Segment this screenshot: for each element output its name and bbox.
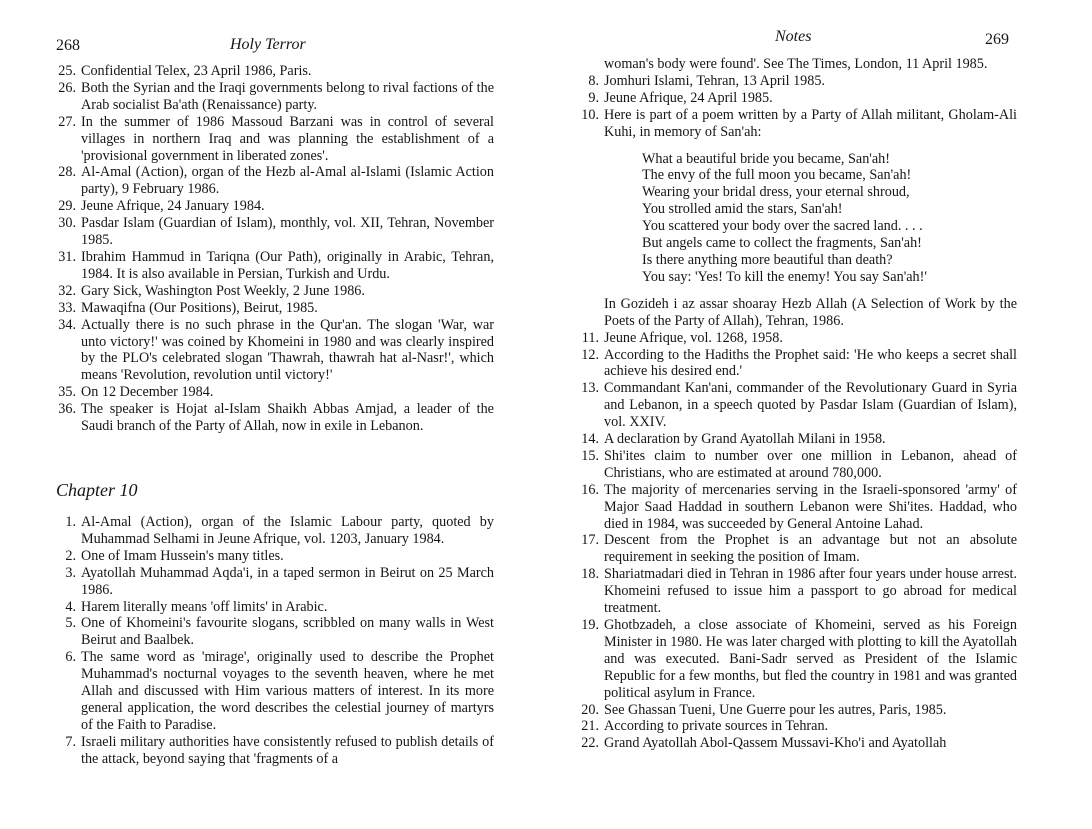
note-number: 5. (65, 615, 76, 632)
note-item (54, 565, 494, 599)
note-text: A declaration by Grand Ayatollah Milani in 1958. (604, 431, 886, 448)
note-text: Ibrahim Hammud in Tariqna (Our Path), originally in Arabic, Tehran, 1984. It is also available in Persian, Turkish and Urdu. (81, 248, 494, 282)
note-text: Here is part of a poem written by a Party of Allah militant, Gholam-Ali Kuhi, in memory of San'ah: (604, 106, 1017, 140)
note-item (54, 401, 494, 435)
note-item (54, 283, 494, 300)
note-number: 27. (58, 113, 76, 130)
note-number: 6. (65, 649, 76, 666)
notes-list-chapter (54, 514, 494, 768)
note-text: Ghotbzadeh, a close associate of Khomeini, served as his Foreign Minister in 1980. He was later charged with plotting to kill the Ayatollah and was executed. Bani-Sadr served as President of the Islamic Republic for a few months, but fled the country in 1981 and was granted political asylum in France. (604, 617, 1017, 701)
note-item (54, 249, 494, 283)
poem-line: The envy of the full moon you became, San'ah! (642, 167, 912, 184)
note-text: Shariatmadari died in Tehran in 1986 after four years under house arrest. Khomeini refused to issue him a passport to go abroad for medical treatment. (604, 566, 1017, 617)
note-text: Jeune Afrique, 24 April 1985. (604, 89, 773, 106)
note-item (54, 164, 494, 198)
poem-block (642, 151, 1017, 286)
note-item (577, 448, 1017, 482)
notes-list-right (577, 56, 1017, 752)
note-number: 18. (581, 566, 599, 583)
note-text: According to private sources in Tehran. (604, 718, 829, 735)
chapter-title: Chapter 10 (56, 480, 138, 500)
note-number: 1. (65, 514, 76, 530)
note-text: One of Imam Hussein's many titles. (81, 547, 284, 564)
note-text: Jeune Afrique, 24 January 1984. (81, 198, 265, 215)
note-text: Gary Sick, Washington Post Weekly, 2 June 1986. (81, 282, 365, 299)
note-item (54, 198, 494, 215)
page-number: 268 (56, 37, 80, 54)
note-number: 32. (58, 282, 76, 299)
note-number: 16. (581, 481, 599, 498)
note-number: 17. (581, 532, 599, 549)
note-item (577, 380, 1017, 431)
note-text: Al-Amal (Action), organ of the Hezb al-Amal al-Islami (Islamic Action party), 9 February 1986. (81, 164, 494, 198)
poem-line: You scattered your body over the sacred land. . . . (642, 218, 923, 235)
note-item (577, 617, 1017, 702)
note-item (54, 317, 494, 385)
note-number: 8. (588, 72, 599, 89)
note-text: Confidential Telex, 23 April 1986, Paris. (81, 63, 312, 79)
note-text: Al-Amal (Action), organ of the Islamic Labour party, quoted by Muhammad Selhami in Jeune Afrique, vol. 1203, January 1984. (81, 514, 494, 547)
note-text: Commandant Kan'ani, commander of the Revolutionary Guard in Syria and Lebanon, in a speech quoted by Pasdar Islam (Guardian of Islam), vol. XXIV. (604, 380, 1017, 431)
poem-line: You strolled amid the stars, San'ah! (642, 201, 843, 218)
note-number: 33. (58, 299, 76, 316)
note-text: Harem literally means 'off limits' in Arabic. (81, 598, 328, 615)
note-number: 25. (58, 63, 76, 79)
note-item (577, 73, 1017, 90)
note-item (577, 532, 1017, 566)
note-item (577, 566, 1017, 617)
note-number: 34. (58, 316, 76, 333)
note-item (54, 548, 494, 565)
note-item (577, 347, 1017, 381)
note-number: 3. (65, 564, 76, 581)
note-text: Jomhuri Islami, Tehran, 13 April 1985. (604, 72, 825, 89)
running-head: Holy Terror (230, 36, 306, 53)
note-number: 22. (581, 735, 599, 752)
note-item (577, 735, 1017, 752)
note-text: Israeli military authorities have consistently refused to publish details of the attack, beyond saying that 'fragments of a (81, 733, 494, 767)
note-number: 35. (58, 384, 76, 401)
note-item (577, 431, 1017, 448)
poem-line: You say: 'Yes! To kill the enemy! You say San'ah!' (642, 268, 927, 285)
note-item (54, 80, 494, 114)
running-head: Notes (775, 28, 812, 45)
note-text: In the summer of 1986 Massoud Barzani was in control of several villages in northern Iraq and was planning the establishment of a 'provisional government in liberated zones'. (81, 113, 494, 164)
note-item (577, 702, 1017, 719)
note-text: According to the Hadiths the Prophet said: 'He who keeps a secret shall achieve his desired end.' (604, 346, 1017, 380)
note-text: Shi'ites claim to number over one million in Lebanon, ahead of Christians, who are estimated at around 780,000. (604, 447, 1017, 481)
poem-line: What a beautiful bride you became, San'ah! (642, 150, 890, 167)
note-number: 31. (58, 248, 76, 265)
note-text: Jeune Afrique, vol. 1268, 1958. (604, 329, 783, 346)
note-item (54, 114, 494, 165)
note-continuation: woman's body were found'. See The Times, London, 11 April 1985. (604, 56, 988, 72)
note-number: 4. (65, 598, 76, 615)
notes-list-top (54, 63, 494, 435)
note-number: 19. (581, 617, 599, 633)
note-number: 36. (58, 401, 76, 418)
note-number: 20. (581, 701, 599, 718)
note-number: 9. (588, 89, 599, 106)
note-item (54, 300, 494, 317)
note-number: 7. (65, 733, 76, 750)
note-number: 21. (581, 718, 599, 735)
note-text: One of Khomeini's favourite slogans, scribbled on many walls in West Beirut and Baalbek. (81, 615, 494, 649)
note-number: 14. (581, 431, 599, 448)
note-item (54, 734, 494, 768)
note-text: The majority of mercenaries serving in the Israeli-sponsored 'army' of Major Saad Haddad in southern Lebanon were Shi'ites. Haddad, who died in 1984, was succeeded by General Antoine Lahad. (604, 481, 1017, 532)
note-number: 13. (581, 380, 599, 397)
note-text: Both the Syrian and the Iraqi governments belong to rival factions of the Arab socialist Ba'ath (Renaissance) party. (81, 79, 494, 113)
note-number: 2. (65, 547, 76, 564)
note-number: 10. (581, 106, 599, 123)
note-text: On 12 December 1984. (81, 384, 214, 401)
poem-line: Is there anything more beautiful than death? (642, 251, 893, 268)
note-item (54, 649, 494, 734)
note-text: Mawaqifna (Our Positions), Beirut, 1985. (81, 299, 318, 316)
note-text: See Ghassan Tueni, Une Guerre pour les autres, Paris, 1985. (604, 701, 947, 718)
note-number: 29. (58, 198, 76, 215)
poem-line: But angels came to collect the fragments, San'ah! (642, 235, 922, 252)
note-text: Actually there is no such phrase in the Qur'an. The slogan 'War, war unto victory!' was coined by Khomeini in 1980 and was clearly inspired by the PLO's celebrated slogan 'Thawrah, thawrah hat al-Nasr!', which means 'Revolution, revolution until victory!' (81, 316, 494, 384)
page-number: 269 (985, 31, 1009, 48)
poem-source: In Gozideh i az assar shoaray Hezb Allah (A Selection of Work by the Poets of the Party of Allah), Tehran, 1986. (604, 295, 1017, 329)
note-item (577, 90, 1017, 107)
note-item (54, 384, 494, 401)
note-item (54, 514, 494, 548)
note-text: Grand Ayatollah Abol-Qassem Mussavi-Kho'i and Ayatollah (604, 735, 947, 752)
note-item (54, 615, 494, 649)
right-page (546, 0, 1092, 829)
note-number: 30. (58, 215, 76, 232)
note-item (577, 718, 1017, 735)
note-text: Ayatollah Muhammad Aqda'i, in a taped sermon in Beirut on 25 March 1986. (81, 564, 494, 598)
note-text: Descent from the Prophet is an advantage but not an absolute requirement in seeking the position of Imam. (604, 532, 1017, 566)
note-item (577, 330, 1017, 347)
poem-line: Wearing your bridal dress, your eternal shroud, (642, 184, 910, 201)
note-text: The speaker is Hojat al-Islam Shaikh Abbas Amjad, a leader of the Saudi branch of the Party of Allah, now in exile in Lebanon. (81, 401, 494, 435)
note-number: 11. (581, 329, 599, 346)
note-number: 12. (581, 346, 599, 363)
note-text: The same word as 'mirage', originally used to describe the Prophet Muhammad's nocturnal voyages to the seventh heaven, where he met Allah and discussed with Him various matters of interest. In its more general application, the word describes the celestial journey of martyrs of the Faith to Paradise. (81, 649, 494, 733)
note-item (577, 107, 1017, 141)
note-item (54, 63, 494, 80)
note-text: Pasdar Islam (Guardian of Islam), monthly, vol. XII, Tehran, November 1985. (81, 215, 494, 249)
note-number: 26. (58, 79, 76, 96)
note-item (577, 482, 1017, 533)
note-item (54, 599, 494, 616)
note-item (54, 215, 494, 249)
note-number: 28. (58, 164, 76, 181)
note-number: 15. (581, 447, 599, 464)
